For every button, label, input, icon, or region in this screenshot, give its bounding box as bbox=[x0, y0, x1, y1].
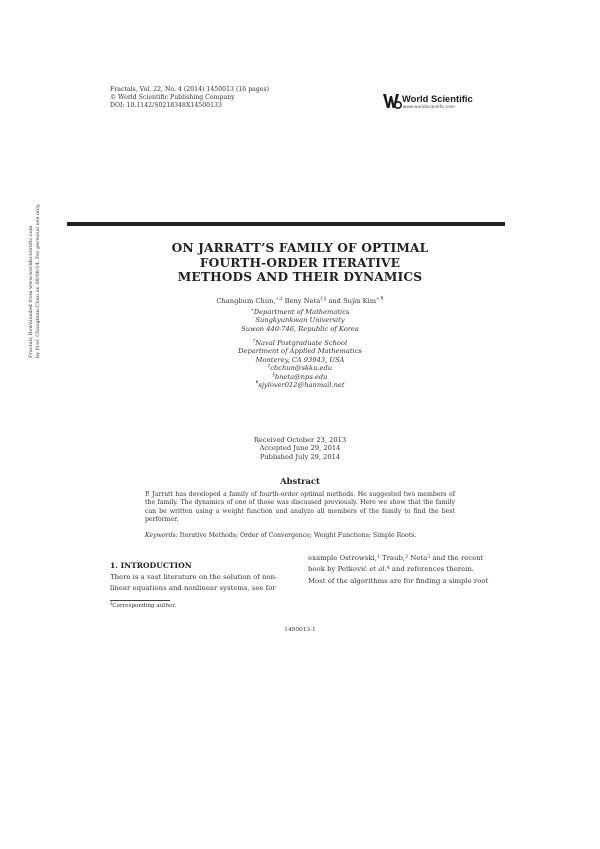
received-date: Received October 23, 2013 bbox=[253, 436, 347, 444]
text-run: and references therein. bbox=[389, 565, 475, 574]
page-number: 1450013-1 bbox=[284, 627, 316, 633]
text-run: book by Petković bbox=[308, 565, 370, 574]
section-heading: 1. INTRODUCTION bbox=[110, 561, 192, 570]
title-line: METHODS AND THEIR DYNAMICS bbox=[177, 270, 423, 284]
affiliation-dept: Department of Applied Mathematics bbox=[238, 347, 362, 356]
email-mark: ¶ bbox=[255, 381, 259, 387]
email-address: sjylover012@hanmail.net bbox=[258, 381, 345, 390]
body-line: Most of the algorithms are for finding a simple root bbox=[308, 576, 489, 585]
publisher-tagline: www.worldscientific.com bbox=[403, 104, 455, 109]
journal-citation: Fractals, Vol. 22, No. 4 (2014) 1450013 (16 pages) bbox=[110, 86, 270, 93]
text-run: and the recent bbox=[430, 554, 484, 562]
affiliation-univ: Sungkyunkwan University bbox=[255, 316, 345, 325]
text-run: Neta bbox=[408, 554, 428, 562]
body-line bbox=[308, 553, 502, 564]
email-mark: § bbox=[272, 372, 275, 378]
title-line: ON JARRATT’S FAMILY OF OPTIMAL bbox=[171, 241, 429, 255]
body-column-right bbox=[308, 553, 502, 587]
published-date: Published July 29, 2014 bbox=[259, 452, 341, 461]
body-column-left bbox=[110, 572, 294, 595]
keywords-list: Iterative Methods; Order of Convergence; Weight Functions; Simple Roots. bbox=[177, 532, 417, 539]
affiliation-school: Naval Postgraduate School bbox=[255, 339, 348, 347]
publisher-name: World Scientific bbox=[402, 93, 473, 104]
footnote bbox=[110, 603, 176, 609]
author-name: Changbum Chun, bbox=[216, 297, 276, 305]
author-list bbox=[100, 297, 500, 305]
email-address: cbchun@skku.edu bbox=[270, 364, 333, 373]
publisher-logo bbox=[382, 92, 502, 112]
abstract-text: P. Jarratt has developed a family of fourth-order optimal methods. He suggested two members of the family. The dynamics of one of those was discussed previously. Here we show that the family can be written using a weight function and analyze all members of the family to find the best performer. bbox=[145, 491, 455, 523]
author-marks: ∗,‡ bbox=[275, 297, 283, 302]
body-line bbox=[308, 564, 502, 575]
download-sidebar bbox=[28, 203, 41, 358]
reference-mark[interactable]: 2 bbox=[405, 555, 408, 560]
footnote-mark: ‡ bbox=[110, 602, 113, 607]
footnote-rule bbox=[110, 600, 170, 601]
sidebar-line: by Prof. Changbum Chun on 08/06/14. For personal use only. bbox=[34, 203, 41, 358]
affiliation-mark: ∗ bbox=[250, 308, 254, 313]
reference-mark[interactable]: 3 bbox=[427, 555, 431, 560]
journal-info bbox=[110, 86, 269, 110]
sidebar-line: Fractals Downloaded from www.worldscientific.com bbox=[28, 225, 34, 358]
email-address: bneta@nps.edu bbox=[274, 372, 328, 381]
author-name: and Sujin Kim bbox=[326, 297, 377, 305]
journal-copyright: © World Scientific Publishing Company bbox=[110, 94, 235, 101]
affiliation-1 bbox=[100, 308, 500, 333]
affiliation-mark: † bbox=[252, 339, 256, 344]
body-line: There is a vast literature on the solution of non- bbox=[110, 573, 278, 581]
keywords bbox=[145, 532, 455, 540]
text-run: et al. bbox=[369, 565, 387, 574]
affiliation-2 bbox=[100, 339, 500, 389]
affiliation-dept: Department of Mathematics bbox=[253, 308, 350, 316]
affiliation-city: Suwon 440-746, Republic of Korea bbox=[241, 324, 359, 333]
author-name: Beny Neta bbox=[282, 297, 321, 305]
email-mark: ‡ bbox=[267, 364, 271, 370]
accepted-date: Accepted June 29, 2014 bbox=[259, 444, 341, 453]
text-run: example Ostrowski, bbox=[308, 554, 377, 562]
abstract-heading: Abstract bbox=[280, 476, 320, 486]
header-rule bbox=[67, 222, 505, 226]
reference-mark[interactable]: 4 bbox=[386, 566, 390, 572]
reference-mark[interactable]: 1 bbox=[376, 555, 380, 560]
author-marks: ∗,¶ bbox=[376, 297, 384, 302]
journal-doi: DOI: 10.1142/S0218348X14500133 bbox=[110, 102, 222, 109]
text-run: Traub, bbox=[379, 554, 406, 562]
paper-title bbox=[100, 241, 500, 285]
footnote-text: Corresponding author. bbox=[112, 603, 177, 609]
world-scientific-logo-icon bbox=[382, 92, 402, 110]
affiliation-city: Monterey, CA 93943, USA bbox=[255, 355, 345, 364]
body-line: linear equations and nonlinear systems, see for bbox=[110, 584, 276, 593]
publication-dates bbox=[100, 436, 500, 461]
author-marks: †,§ bbox=[320, 297, 327, 302]
keywords-label: Keywords: bbox=[145, 532, 178, 539]
title-line: FOURTH-ORDER ITERATIVE bbox=[199, 255, 401, 270]
